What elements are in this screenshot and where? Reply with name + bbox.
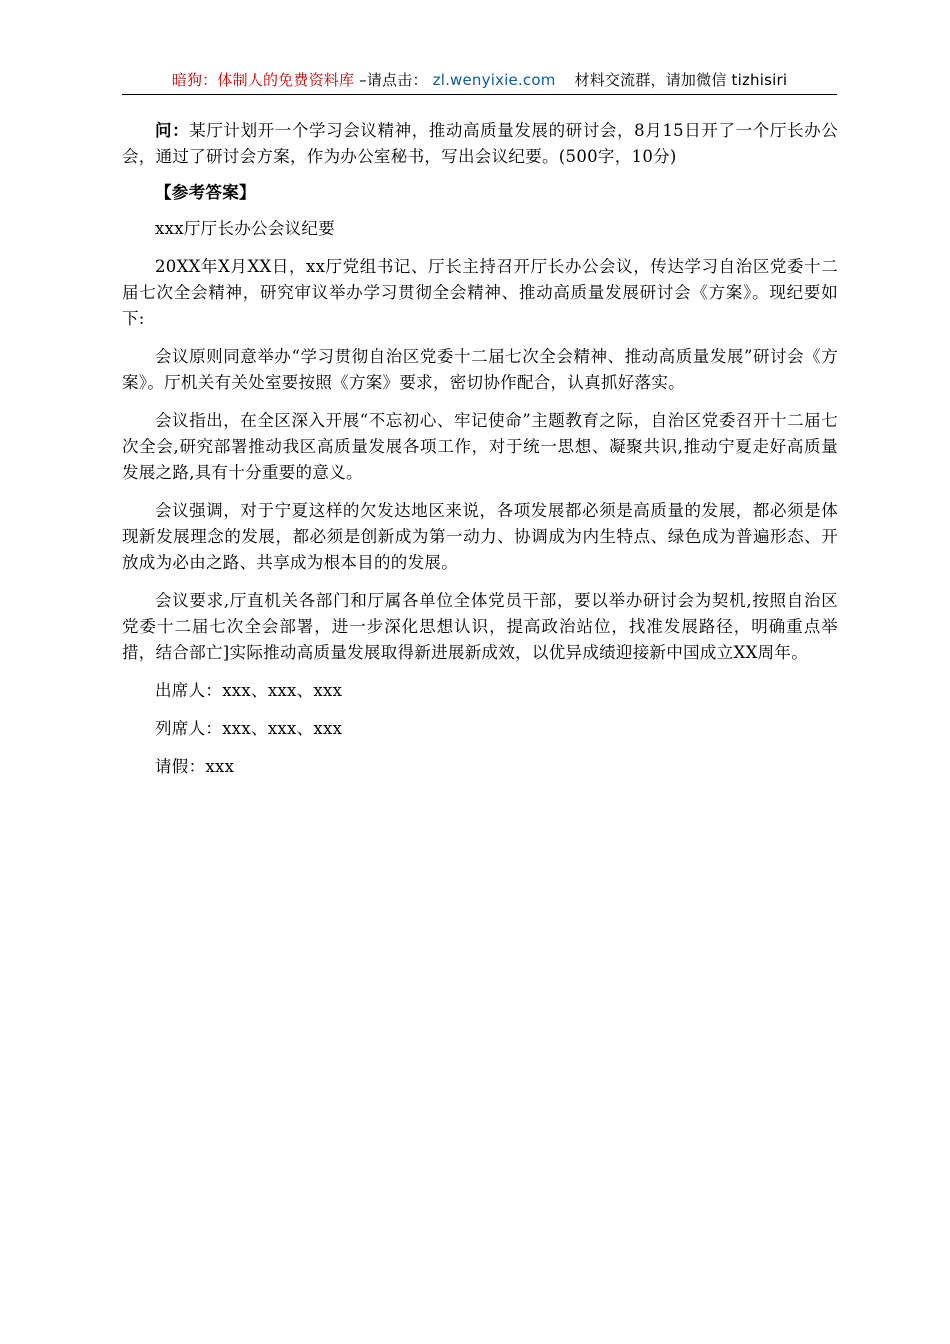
answer-heading: 【参考答案】 xyxy=(155,183,256,202)
memo-title: xxx厅厅长办公会议纪要 xyxy=(155,219,336,238)
site-link[interactable]: zl.wenyixie.com xyxy=(432,71,556,89)
leave: 请假：xxx xyxy=(155,757,235,776)
question-prefix: 问： xyxy=(155,121,190,140)
document-body xyxy=(122,118,838,792)
attendees: 出席人：xxx、xxx、xxx xyxy=(155,681,343,700)
question-text: 某厅计划开一个学习会议精神，推动高质量发展的研讨会，8月15日开了一个厅长办公会，通过了研讨会方案，作为办公室秘书，写出会议纪要。(500字，10分) xyxy=(122,121,838,166)
memo-paragraph-1: 20XX年X月XX日，xx厅党组书记、厅长主持召开厅长办公会议，传达学习自治区党委十二届七次全会精神，研究审议举办学习贯彻全会精神、推动高质量发展研讨会《方案》。现纪要如下: xyxy=(122,257,838,328)
memo-paragraph-5: 会议要求,厅直机关各部门和厅属各单位全体党员干部，要以举办研讨会为契机,按照自治区党委十二届七次全会部署，进一步深化思想认识，提高政治站位，找准发展路径，明确重点举措，结合部亡]实际推动高质量发展取得新进展新成效，以优异成绩迎接新中国成立XX周年。 xyxy=(122,591,838,662)
site-label: 暗狗：体制人的免费资料库 xyxy=(171,71,355,89)
click-label: –请点击： xyxy=(359,71,428,89)
contact-info: 材料交流群，请加微信 tizhisiri xyxy=(574,71,788,89)
page-header xyxy=(122,68,837,95)
memo-paragraph-3: 会议指出，在全区深入开展“不忘初心、牢记使命”主题教育之际，自治区党委召开十二届七次全会,研究部署推动我区高质量发展各项工作，对于统一思想、凝聚共识,推动宁夏走好高质量发展之路,具有十分重要的意义。 xyxy=(122,411,838,482)
observers: 列席人：xxx、xxx、xxx xyxy=(155,719,343,738)
memo-paragraph-2: 会议原则同意举办“学习贯彻自治区党委十二届七次全会精神、推动高质量发展”研讨会《方案》。厅机关有关处室要按照《方案》要求，密切协作配合，认真抓好落实。 xyxy=(122,347,838,392)
question xyxy=(122,118,838,170)
memo-paragraph-4: 会议强调，对于宁夏这样的欠发达地区来说，各项发展都必须是高质量的发展，都必须是体现新发展理念的发展，都必须是创新成为第一动力、协调成为内生特点、绿色成为普遍形态、开放成为必由之路、共享成为根本目的的发展。 xyxy=(122,501,838,572)
